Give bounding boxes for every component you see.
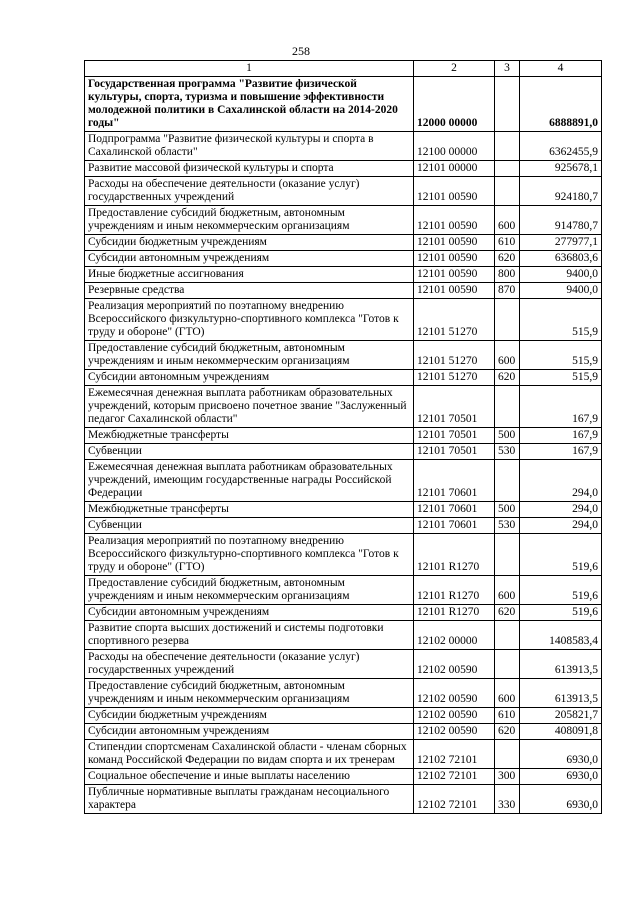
- table-row: [85, 650, 602, 679]
- row-type: 600: [495, 341, 520, 370]
- row-amount: 9400,0: [520, 267, 602, 283]
- row-name: Субсидии бюджетным учреждениям: [85, 235, 414, 251]
- row-amount: 519,6: [520, 605, 602, 621]
- row-type: 600: [495, 679, 520, 708]
- row-type: [495, 740, 520, 769]
- row-code: 12102 00000: [414, 621, 495, 650]
- row-type: [495, 460, 520, 502]
- row-amount: 294,0: [520, 460, 602, 502]
- row-code: 12101 70601: [414, 460, 495, 502]
- table-row: [85, 428, 602, 444]
- table-row: [85, 679, 602, 708]
- row-name: Подпрограмма "Развитие физической культуры и спорта в Сахалинской области": [85, 132, 414, 161]
- row-amount: 925678,1: [520, 161, 602, 177]
- row-code: 12000 00000: [414, 77, 495, 132]
- row-name: Расходы на обеспечение деятельности (оказание услуг) государственных учреждений: [85, 650, 414, 679]
- row-name: Субвенции: [85, 444, 414, 460]
- row-name: Резервные средства: [85, 283, 414, 299]
- header-col-2: 2: [414, 61, 495, 77]
- row-name: Субвенции: [85, 518, 414, 534]
- row-amount: 6362455,9: [520, 132, 602, 161]
- row-amount: 6888891,0: [520, 77, 602, 132]
- row-type: 500: [495, 428, 520, 444]
- row-type: [495, 132, 520, 161]
- row-amount: 294,0: [520, 518, 602, 534]
- row-name: Иные бюджетные ассигнования: [85, 267, 414, 283]
- table-row: [85, 724, 602, 740]
- row-type: 610: [495, 235, 520, 251]
- header-col-3: 3: [495, 61, 520, 77]
- table-row: [85, 502, 602, 518]
- row-type: 500: [495, 502, 520, 518]
- table-row: [85, 576, 602, 605]
- row-amount: 294,0: [520, 502, 602, 518]
- row-name: Развитие массовой физической культуры и спорта: [85, 161, 414, 177]
- row-amount: 167,9: [520, 386, 602, 428]
- table-row: [85, 769, 602, 785]
- row-amount: 1408583,4: [520, 621, 602, 650]
- row-type: 530: [495, 444, 520, 460]
- row-amount: 408091,8: [520, 724, 602, 740]
- row-name: Стипендии спортсменам Сахалинской области - членам сборных команд Российской Федерации по видам спорта и их тренерам: [85, 740, 414, 769]
- table-row: [85, 132, 602, 161]
- row-name: Расходы на обеспечение деятельности (оказание услуг) государственных учреждений: [85, 177, 414, 206]
- row-code: 12101 R1270: [414, 605, 495, 621]
- row-amount: 515,9: [520, 370, 602, 386]
- budget-table: [84, 60, 602, 814]
- row-code: 12101 51270: [414, 299, 495, 341]
- row-code: 12102 72101: [414, 785, 495, 814]
- table-row: [85, 206, 602, 235]
- row-code: 12101 R1270: [414, 534, 495, 576]
- row-type: 330: [495, 785, 520, 814]
- header-col-1: 1: [85, 61, 414, 77]
- row-name: Социальное обеспечение и иные выплаты населению: [85, 769, 414, 785]
- row-code: 12102 00590: [414, 650, 495, 679]
- table-row: [85, 341, 602, 370]
- row-code: 12102 00590: [414, 724, 495, 740]
- row-type: [495, 161, 520, 177]
- table-row: [85, 161, 602, 177]
- row-type: [495, 621, 520, 650]
- row-code: 12101 R1270: [414, 576, 495, 605]
- row-name: Субсидии бюджетным учреждениям: [85, 708, 414, 724]
- row-code: 12101 00590: [414, 267, 495, 283]
- table-row: [85, 534, 602, 576]
- row-type: 620: [495, 724, 520, 740]
- row-type: 620: [495, 605, 520, 621]
- row-type: 610: [495, 708, 520, 724]
- row-amount: 6930,0: [520, 740, 602, 769]
- row-type: 870: [495, 283, 520, 299]
- row-amount: 613913,5: [520, 650, 602, 679]
- header-col-4: 4: [520, 61, 602, 77]
- row-amount: 519,6: [520, 534, 602, 576]
- row-code: 12100 00000: [414, 132, 495, 161]
- table-row: [85, 605, 602, 621]
- row-code: 12101 70501: [414, 444, 495, 460]
- row-amount: 205821,7: [520, 708, 602, 724]
- row-name: Предоставление субсидий бюджетным, автономным учреждениям и иным некоммерческим организациям: [85, 576, 414, 605]
- row-code: 12101 51270: [414, 370, 495, 386]
- row-amount: 9400,0: [520, 283, 602, 299]
- row-type: 800: [495, 267, 520, 283]
- row-name: Ежемесячная денежная выплата работникам образовательных учреждений, имеющим государственные награды Российской Федерации: [85, 460, 414, 502]
- row-amount: 924180,7: [520, 177, 602, 206]
- row-type: [495, 299, 520, 341]
- row-amount: 6930,0: [520, 769, 602, 785]
- row-name: Реализация мероприятий по поэтапному внедрению Всероссийского физкультурно-спортивного комплекса "Готов к труду и обороне" (ГТО): [85, 299, 414, 341]
- table-row: [85, 386, 602, 428]
- row-name: Предоставление субсидий бюджетным, автономным учреждениям и иным некоммерческим организациям: [85, 679, 414, 708]
- table-row: [85, 235, 602, 251]
- table-row: [85, 708, 602, 724]
- table-row: [85, 518, 602, 534]
- table-row: [85, 177, 602, 206]
- row-type: [495, 534, 520, 576]
- row-type: [495, 386, 520, 428]
- row-name: Публичные нормативные выплаты гражданам несоциального характера: [85, 785, 414, 814]
- row-name: Предоставление субсидий бюджетным, автономным учреждениям и иным некоммерческим организациям: [85, 341, 414, 370]
- row-type: 620: [495, 251, 520, 267]
- row-amount: 6930,0: [520, 785, 602, 814]
- row-code: 12101 00590: [414, 283, 495, 299]
- table-row: [85, 77, 602, 132]
- row-code: 12101 70501: [414, 428, 495, 444]
- table-row: [85, 299, 602, 341]
- row-amount: 167,9: [520, 444, 602, 460]
- row-name: Субсидии автономным учреждениям: [85, 724, 414, 740]
- row-type: 600: [495, 576, 520, 605]
- row-type: [495, 650, 520, 679]
- row-type: [495, 177, 520, 206]
- row-name: Развитие спорта высших достижений и системы подготовки спортивного резерва: [85, 621, 414, 650]
- row-name: Субсидии автономным учреждениям: [85, 605, 414, 621]
- row-amount: 515,9: [520, 341, 602, 370]
- row-amount: 277977,1: [520, 235, 602, 251]
- row-code: 12101 00590: [414, 206, 495, 235]
- row-code: 12101 00590: [414, 235, 495, 251]
- row-name: Субсидии автономным учреждениям: [85, 251, 414, 267]
- row-code: 12101 70601: [414, 518, 495, 534]
- row-code: 12102 00590: [414, 679, 495, 708]
- row-code: 12102 00590: [414, 708, 495, 724]
- row-type: 620: [495, 370, 520, 386]
- row-amount: 515,9: [520, 299, 602, 341]
- row-amount: 519,6: [520, 576, 602, 605]
- row-amount: 914780,7: [520, 206, 602, 235]
- table-row: [85, 283, 602, 299]
- row-name: Государственная программа "Развитие физической культуры, спорта, туризма и повышение эффективности молодежной политики в Сахалинской области на 2014-2020 годы": [85, 77, 414, 132]
- row-type: 300: [495, 769, 520, 785]
- row-amount: 636803,6: [520, 251, 602, 267]
- row-name: Предоставление субсидий бюджетным, автономным учреждениям и иным некоммерческим организациям: [85, 206, 414, 235]
- row-amount: 613913,5: [520, 679, 602, 708]
- row-amount: 167,9: [520, 428, 602, 444]
- row-type: 530: [495, 518, 520, 534]
- row-code: 12101 51270: [414, 341, 495, 370]
- row-name: Межбюджетные трансферты: [85, 428, 414, 444]
- page-number: 258: [292, 44, 310, 58]
- row-code: 12101 70501: [414, 386, 495, 428]
- table-row: [85, 370, 602, 386]
- row-code: 12101 00590: [414, 251, 495, 267]
- row-name: Реализация мероприятий по поэтапному внедрению Всероссийского физкультурно-спортивного комплекса "Готов к труду и обороне" (ГТО): [85, 534, 414, 576]
- table-row: [85, 267, 602, 283]
- table-row: [85, 251, 602, 267]
- table-row: [85, 621, 602, 650]
- row-code: 12102 72101: [414, 769, 495, 785]
- row-code: 12101 00000: [414, 161, 495, 177]
- row-name: Ежемесячная денежная выплата работникам образовательных учреждений, которым присвоено почетное звание "Заслуженный педагог Сахалинской области": [85, 386, 414, 428]
- row-name: Субсидии автономным учреждениям: [85, 370, 414, 386]
- table-row: [85, 740, 602, 769]
- row-code: 12101 00590: [414, 177, 495, 206]
- row-name: Межбюджетные трансферты: [85, 502, 414, 518]
- table-row: [85, 785, 602, 814]
- table-row: [85, 460, 602, 502]
- table-row: [85, 444, 602, 460]
- row-type: 600: [495, 206, 520, 235]
- row-type: [495, 77, 520, 132]
- header-row: [85, 61, 602, 77]
- row-code: 12102 72101: [414, 740, 495, 769]
- row-code: 12101 70601: [414, 502, 495, 518]
